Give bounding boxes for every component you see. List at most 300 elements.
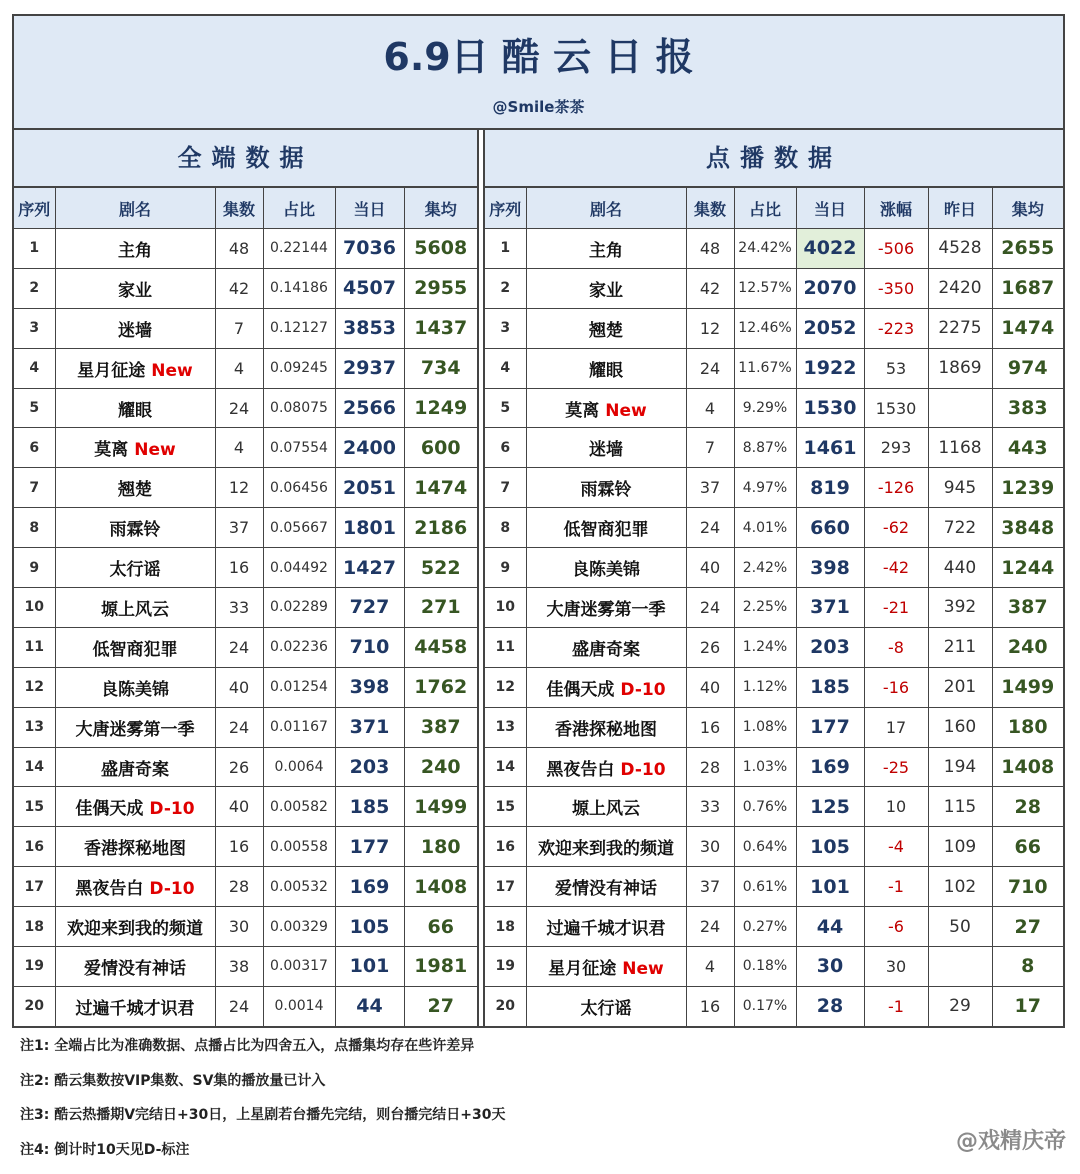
- episodes-cell: 16: [215, 827, 263, 867]
- rank-cell: 8: [485, 508, 526, 548]
- drama-name: 塬上风云: [572, 799, 640, 819]
- table-row: [14, 348, 477, 388]
- daily-cell: 169: [335, 867, 404, 907]
- episodes-cell: 24: [215, 986, 263, 1026]
- average-cell: 240: [992, 627, 1063, 667]
- daily-cell: 28: [796, 986, 864, 1026]
- rank-cell: 4: [14, 348, 55, 388]
- rank-cell: 20: [14, 986, 55, 1026]
- change-cell: 53: [864, 348, 928, 388]
- drama-name-cell: [526, 707, 686, 747]
- average-cell: 1249: [404, 388, 477, 428]
- average-cell: 180: [404, 827, 477, 867]
- daily-cell: 44: [335, 986, 404, 1026]
- ratio-cell: 8.87%: [734, 428, 796, 468]
- episodes-cell: 40: [215, 787, 263, 827]
- rank-cell: 17: [14, 867, 55, 907]
- previous-cell: 722: [928, 508, 992, 548]
- panel-divider: [477, 130, 485, 1026]
- daily-cell: 4507: [335, 268, 404, 308]
- drama-name: 雨霖铃: [581, 480, 632, 500]
- ratio-cell: 1.24%: [734, 627, 796, 667]
- average-cell: 1762: [404, 667, 477, 707]
- average-cell: 2186: [404, 508, 477, 548]
- drama-name: 爱情没有神话: [84, 959, 186, 979]
- rank-cell: 19: [14, 947, 55, 987]
- rank-cell: 16: [485, 827, 526, 867]
- table-row: [14, 388, 477, 428]
- episodes-cell: 28: [215, 867, 263, 907]
- rank-cell: 11: [485, 627, 526, 667]
- daily-cell: 177: [335, 827, 404, 867]
- daily-cell: 185: [335, 787, 404, 827]
- change-cell: -6: [864, 907, 928, 947]
- previous-cell: 2275: [928, 308, 992, 348]
- rank-cell: 10: [14, 588, 55, 628]
- episodes-cell: 24: [215, 707, 263, 747]
- previous-cell: 392: [928, 588, 992, 628]
- drama-name: 莫离: [565, 401, 599, 421]
- daily-cell: 4022: [796, 229, 864, 269]
- daily-cell: 2937: [335, 348, 404, 388]
- daily-cell: 185: [796, 667, 864, 707]
- vod-panel: [485, 130, 1063, 1027]
- episodes-cell: 37: [686, 468, 734, 508]
- table-header-row: [485, 188, 1063, 229]
- average-cell: 1244: [992, 548, 1063, 588]
- episodes-cell: 24: [686, 907, 734, 947]
- table-row: [14, 947, 477, 987]
- drama-name-cell: [55, 388, 215, 428]
- change-cell: -62: [864, 508, 928, 548]
- vod-title: 点播数据: [485, 130, 1063, 187]
- episodes-cell: 33: [215, 588, 263, 628]
- new-badge: New: [151, 361, 192, 381]
- episodes-cell: 24: [686, 348, 734, 388]
- episodes-cell: 40: [686, 548, 734, 588]
- average-cell: 387: [992, 588, 1063, 628]
- table-row: [485, 747, 1063, 787]
- drama-name-cell: [55, 986, 215, 1026]
- episodes-cell: 38: [215, 947, 263, 987]
- drama-name: 佳偶天成: [75, 799, 143, 819]
- drama-name-cell: [55, 508, 215, 548]
- table-row: [14, 548, 477, 588]
- ratio-cell: 0.02236: [263, 627, 335, 667]
- episodes-cell: 33: [686, 787, 734, 827]
- ratio-cell: 0.05667: [263, 508, 335, 548]
- drama-name-cell: [55, 707, 215, 747]
- daily-cell: 2566: [335, 388, 404, 428]
- table-row: [485, 907, 1063, 947]
- col-header-ratio: 占比: [734, 188, 796, 229]
- episodes-cell: 4: [686, 388, 734, 428]
- rank-cell: 16: [14, 827, 55, 867]
- drama-name-cell: [55, 907, 215, 947]
- average-cell: 27: [404, 986, 477, 1026]
- drama-name: 欢迎来到我的频道: [67, 919, 203, 939]
- drama-name: 翘楚: [589, 321, 623, 341]
- drama-name: 太行谣: [110, 560, 161, 580]
- report-header: [14, 16, 1063, 130]
- rank-cell: 17: [485, 867, 526, 907]
- rank-cell: 9: [14, 548, 55, 588]
- new-badge: New: [622, 959, 663, 979]
- average-cell: 66: [404, 907, 477, 947]
- change-cell: -25: [864, 747, 928, 787]
- table-row: [14, 268, 477, 308]
- daily-cell: 2052: [796, 308, 864, 348]
- episodes-cell: 24: [686, 588, 734, 628]
- table-row: [14, 627, 477, 667]
- episodes-cell: 24: [215, 627, 263, 667]
- episodes-cell: 16: [686, 707, 734, 747]
- col-header-daily: 当日: [796, 188, 864, 229]
- drama-name-cell: [55, 827, 215, 867]
- drama-name: 大唐迷雾第一季: [547, 600, 666, 620]
- rank-cell: 1: [485, 229, 526, 269]
- rank-cell: 18: [485, 907, 526, 947]
- ratio-cell: 0.61%: [734, 867, 796, 907]
- average-cell: 1437: [404, 308, 477, 348]
- ratio-cell: 0.09245: [263, 348, 335, 388]
- episodes-cell: 4: [215, 348, 263, 388]
- notes: [20, 1036, 920, 1174]
- drama-name: 黑夜告白: [546, 760, 614, 780]
- table-row: [485, 867, 1063, 907]
- previous-cell: 109: [928, 827, 992, 867]
- all-platform-title: 全端数据: [14, 130, 477, 187]
- episodes-cell: 26: [686, 627, 734, 667]
- rank-cell: 8: [14, 508, 55, 548]
- table-row: [14, 867, 477, 907]
- episodes-cell: 42: [215, 268, 263, 308]
- drama-name: 香港探秘地图: [84, 839, 186, 859]
- drama-name-cell: [55, 747, 215, 787]
- table-row: [485, 229, 1063, 269]
- drama-name-cell: [526, 747, 686, 787]
- change-cell: -126: [864, 468, 928, 508]
- average-cell: 3848: [992, 508, 1063, 548]
- report-title: 6.9日 酷 云 日 报: [14, 26, 1063, 81]
- episodes-cell: 48: [215, 229, 263, 269]
- drama-name: 欢迎来到我的频道: [538, 839, 674, 859]
- change-cell: -8: [864, 627, 928, 667]
- average-cell: 17: [992, 986, 1063, 1026]
- drama-name: 迷墙: [118, 321, 152, 341]
- change-cell: -42: [864, 548, 928, 588]
- ratio-cell: 0.76%: [734, 787, 796, 827]
- daily-cell: 105: [335, 907, 404, 947]
- drama-name-cell: [526, 428, 686, 468]
- average-cell: 600: [404, 428, 477, 468]
- table-row: [485, 508, 1063, 548]
- daily-cell: 3853: [335, 308, 404, 348]
- drama-name: 香港探秘地图: [555, 720, 657, 740]
- vod-table: [485, 187, 1063, 1027]
- note-3: 注3: 酷云热播期V完结日+30日，上星剧若台播先完结，则台播完结日+30天: [20, 1105, 920, 1140]
- table-row: [485, 827, 1063, 867]
- previous-cell: [928, 947, 992, 987]
- average-cell: 66: [992, 827, 1063, 867]
- drama-name-cell: [55, 627, 215, 667]
- episodes-cell: 42: [686, 268, 734, 308]
- ratio-cell: 0.00582: [263, 787, 335, 827]
- previous-cell: 115: [928, 787, 992, 827]
- rank-cell: 7: [14, 468, 55, 508]
- drama-name: 佳偶天成: [546, 680, 614, 700]
- drama-name: 迷墙: [589, 440, 623, 460]
- drama-name: 低智商犯罪: [564, 520, 649, 540]
- rank-cell: 15: [14, 787, 55, 827]
- table-row: [14, 787, 477, 827]
- episodes-cell: 30: [686, 827, 734, 867]
- table-row: [485, 627, 1063, 667]
- rank-cell: 15: [485, 787, 526, 827]
- rank-cell: 3: [485, 308, 526, 348]
- col-header-rank: 序列: [485, 188, 526, 229]
- table-row: [14, 667, 477, 707]
- rank-cell: 6: [485, 428, 526, 468]
- table-row: [485, 947, 1063, 987]
- average-cell: 1499: [992, 667, 1063, 707]
- rank-cell: 13: [14, 707, 55, 747]
- drama-name-cell: [526, 667, 686, 707]
- daily-cell: 371: [796, 588, 864, 628]
- drama-name: 星月征途: [77, 361, 145, 381]
- previous-cell: 2420: [928, 268, 992, 308]
- table-row: [485, 388, 1063, 428]
- table-header-row: [14, 188, 477, 229]
- table-row: [14, 747, 477, 787]
- average-cell: 1408: [404, 867, 477, 907]
- average-cell: 180: [992, 707, 1063, 747]
- daily-cell: 1530: [796, 388, 864, 428]
- daily-cell: 125: [796, 787, 864, 827]
- rank-cell: 2: [14, 268, 55, 308]
- ratio-cell: 0.02289: [263, 588, 335, 628]
- col-header-episodes: 集数: [686, 188, 734, 229]
- daily-cell: 371: [335, 707, 404, 747]
- ratio-cell: 0.08075: [263, 388, 335, 428]
- drama-name: 过遍千城才识君: [76, 999, 195, 1019]
- average-cell: 5608: [404, 229, 477, 269]
- average-cell: 28: [992, 787, 1063, 827]
- ratio-cell: 0.00532: [263, 867, 335, 907]
- drama-name: 主角: [589, 241, 623, 261]
- rank-cell: 5: [485, 388, 526, 428]
- table-row: [485, 787, 1063, 827]
- previous-cell: 29: [928, 986, 992, 1026]
- drama-name-cell: [526, 787, 686, 827]
- daily-cell: 203: [796, 627, 864, 667]
- ratio-cell: 0.27%: [734, 907, 796, 947]
- table-row: [14, 707, 477, 747]
- countdown-badge: D-10: [149, 799, 194, 819]
- previous-cell: 211: [928, 627, 992, 667]
- previous-cell: 440: [928, 548, 992, 588]
- daily-cell: 30: [796, 947, 864, 987]
- drama-name: 家业: [589, 281, 623, 301]
- ratio-cell: 0.06456: [263, 468, 335, 508]
- rank-cell: 2: [485, 268, 526, 308]
- average-cell: 1474: [992, 308, 1063, 348]
- average-cell: 1499: [404, 787, 477, 827]
- episodes-cell: 37: [215, 508, 263, 548]
- rank-cell: 12: [14, 667, 55, 707]
- previous-cell: 1869: [928, 348, 992, 388]
- table-row: [14, 229, 477, 269]
- col-header-average: 集均: [404, 188, 477, 229]
- col-header-rank: 序列: [14, 188, 55, 229]
- drama-name: 翘楚: [118, 480, 152, 500]
- ratio-cell: 0.14186: [263, 268, 335, 308]
- drama-name: 良陈美锦: [101, 680, 169, 700]
- episodes-cell: 16: [215, 548, 263, 588]
- table-row: [485, 548, 1063, 588]
- ratio-cell: 0.01167: [263, 707, 335, 747]
- table-row: [485, 308, 1063, 348]
- previous-cell: 102: [928, 867, 992, 907]
- episodes-cell: 7: [215, 308, 263, 348]
- average-cell: 271: [404, 588, 477, 628]
- drama-name: 过遍千城才识君: [547, 919, 666, 939]
- average-cell: 387: [404, 707, 477, 747]
- drama-name: 星月征途: [548, 959, 616, 979]
- change-cell: -1: [864, 986, 928, 1026]
- rank-cell: 11: [14, 627, 55, 667]
- rank-cell: 9: [485, 548, 526, 588]
- episodes-cell: 24: [215, 388, 263, 428]
- drama-name: 耀眼: [589, 361, 623, 381]
- drama-name-cell: [526, 229, 686, 269]
- average-cell: 1408: [992, 747, 1063, 787]
- average-cell: 8: [992, 947, 1063, 987]
- col-header-name: 剧名: [55, 188, 215, 229]
- ratio-cell: 0.17%: [734, 986, 796, 1026]
- drama-name-cell: [55, 348, 215, 388]
- previous-cell: [928, 388, 992, 428]
- vod-rows: [485, 229, 1063, 1027]
- drama-name: 雨霖铃: [110, 520, 161, 540]
- daily-cell: 1801: [335, 508, 404, 548]
- drama-name-cell: [526, 827, 686, 867]
- drama-name-cell: [526, 907, 686, 947]
- table-row: [14, 588, 477, 628]
- drama-name: 低智商犯罪: [93, 640, 178, 660]
- table-row: [14, 907, 477, 947]
- episodes-cell: 12: [686, 308, 734, 348]
- change-cell: -350: [864, 268, 928, 308]
- drama-name-cell: [526, 867, 686, 907]
- average-cell: 974: [992, 348, 1063, 388]
- ratio-cell: 11.67%: [734, 348, 796, 388]
- daily-cell: 398: [335, 667, 404, 707]
- countdown-badge: D-10: [149, 879, 194, 899]
- average-cell: 1474: [404, 468, 477, 508]
- change-cell: 17: [864, 707, 928, 747]
- daily-cell: 203: [335, 747, 404, 787]
- drama-name: 家业: [118, 281, 152, 301]
- ratio-cell: 2.25%: [734, 588, 796, 628]
- rank-cell: 20: [485, 986, 526, 1026]
- daily-cell: 710: [335, 627, 404, 667]
- countdown-badge: D-10: [620, 760, 665, 780]
- table-row: [485, 428, 1063, 468]
- all-platform-panel: [14, 130, 477, 1027]
- change-cell: -4: [864, 827, 928, 867]
- episodes-cell: 4: [215, 428, 263, 468]
- ratio-cell: 0.0014: [263, 986, 335, 1026]
- episodes-cell: 12: [215, 468, 263, 508]
- drama-name-cell: [55, 667, 215, 707]
- col-header-episodes: 集数: [215, 188, 263, 229]
- drama-name-cell: [526, 548, 686, 588]
- ratio-cell: 1.08%: [734, 707, 796, 747]
- ratio-cell: 0.04492: [263, 548, 335, 588]
- drama-name-cell: [526, 508, 686, 548]
- previous-cell: 50: [928, 907, 992, 947]
- average-cell: 443: [992, 428, 1063, 468]
- change-cell: -506: [864, 229, 928, 269]
- average-cell: 710: [992, 867, 1063, 907]
- rank-cell: 14: [14, 747, 55, 787]
- ratio-cell: 4.97%: [734, 468, 796, 508]
- previous-cell: 1168: [928, 428, 992, 468]
- drama-name: 盛唐奇案: [572, 640, 640, 660]
- daily-cell: 169: [796, 747, 864, 787]
- average-cell: 734: [404, 348, 477, 388]
- note-1: 注1: 全端占比为准确数据、点播占比为四舍五入，点播集均存在些许差异: [20, 1036, 920, 1071]
- drama-name-cell: [526, 468, 686, 508]
- rank-cell: 14: [485, 747, 526, 787]
- daily-cell: 1427: [335, 548, 404, 588]
- drama-name-cell: [55, 308, 215, 348]
- drama-name-cell: [55, 548, 215, 588]
- drama-name-cell: [55, 787, 215, 827]
- rank-cell: 7: [485, 468, 526, 508]
- table-row: [485, 588, 1063, 628]
- episodes-cell: 16: [686, 986, 734, 1026]
- rank-cell: 18: [14, 907, 55, 947]
- countdown-badge: D-10: [620, 680, 665, 700]
- rank-cell: 3: [14, 308, 55, 348]
- episodes-cell: 28: [686, 747, 734, 787]
- episodes-cell: 40: [686, 667, 734, 707]
- ratio-cell: 0.07554: [263, 428, 335, 468]
- daily-cell: 44: [796, 907, 864, 947]
- drama-name-cell: [55, 428, 215, 468]
- change-cell: -223: [864, 308, 928, 348]
- change-cell: 293: [864, 428, 928, 468]
- col-header-daily: 当日: [335, 188, 404, 229]
- col-header-average: 集均: [992, 188, 1063, 229]
- episodes-cell: 7: [686, 428, 734, 468]
- table-row: [14, 468, 477, 508]
- average-cell: 1687: [992, 268, 1063, 308]
- daily-cell: 105: [796, 827, 864, 867]
- episodes-cell: 26: [215, 747, 263, 787]
- ratio-cell: 12.46%: [734, 308, 796, 348]
- table-row: [14, 308, 477, 348]
- change-cell: -16: [864, 667, 928, 707]
- ratio-cell: 9.29%: [734, 388, 796, 428]
- rank-cell: 5: [14, 388, 55, 428]
- rank-cell: 19: [485, 947, 526, 987]
- ratio-cell: 0.18%: [734, 947, 796, 987]
- average-cell: 522: [404, 548, 477, 588]
- rank-cell: 10: [485, 588, 526, 628]
